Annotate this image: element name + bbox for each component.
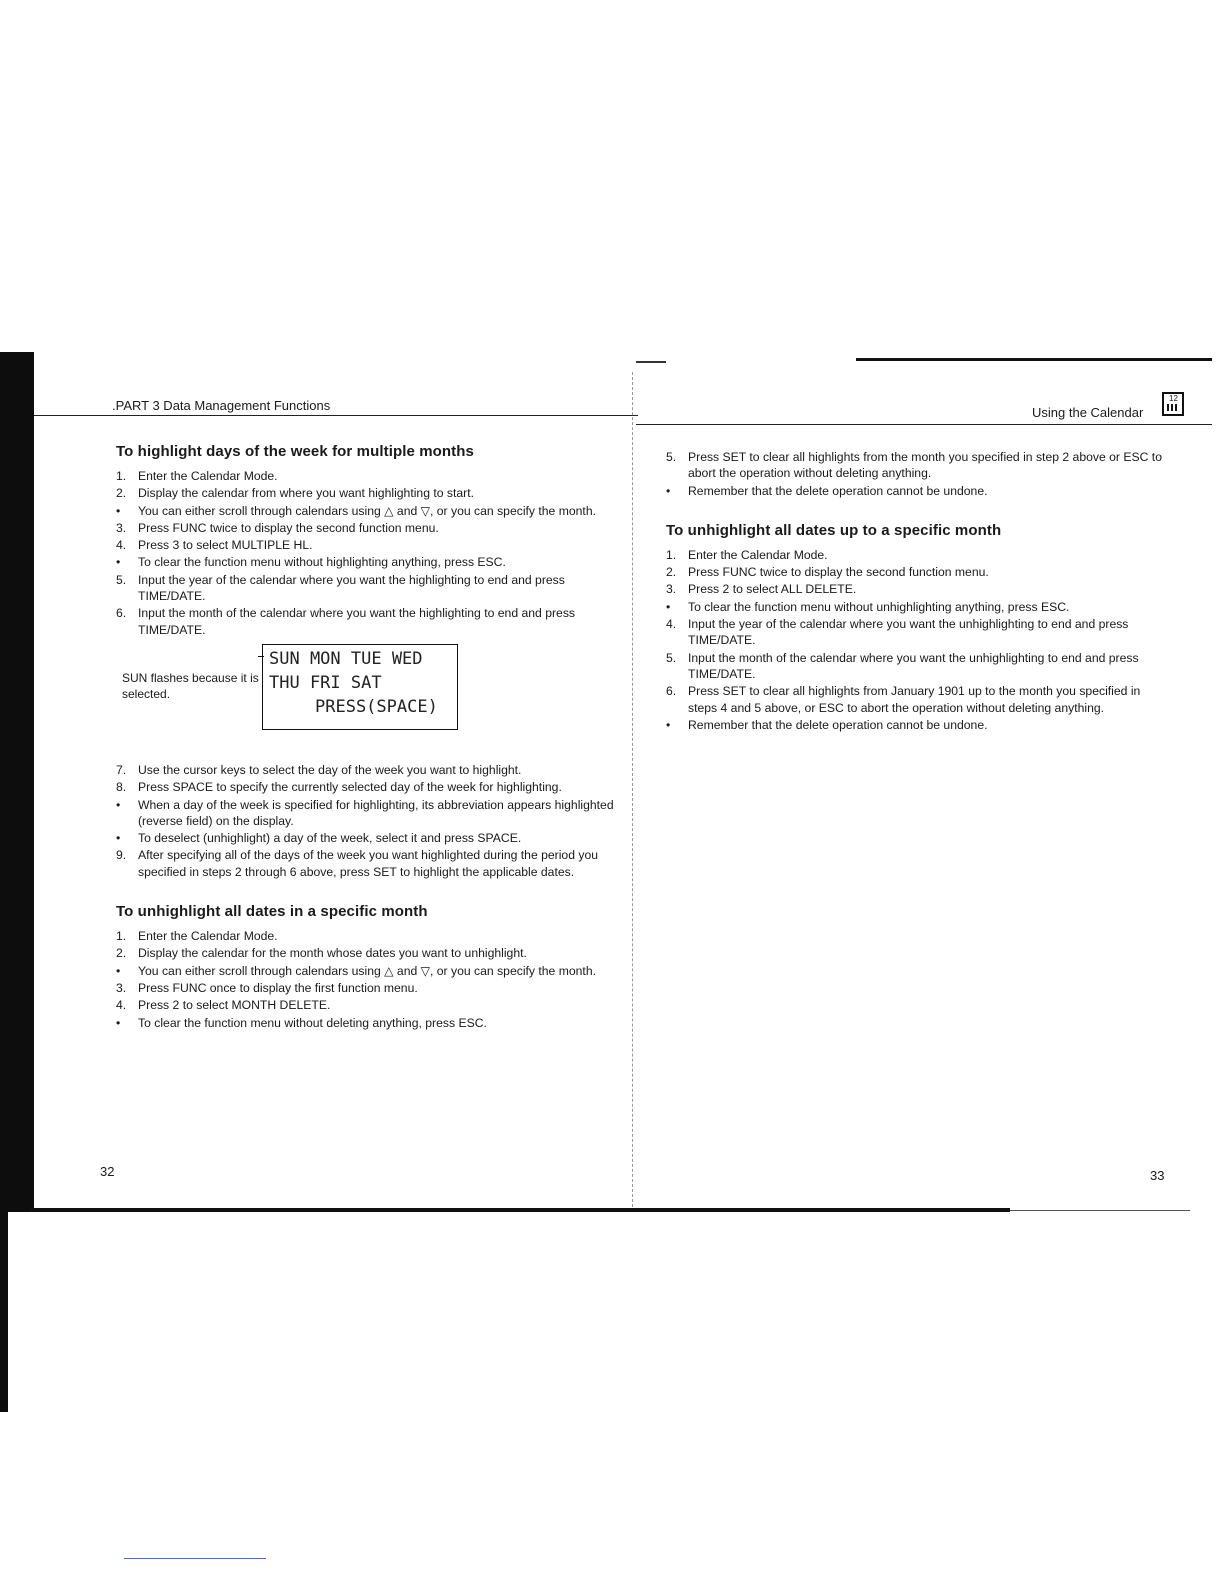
list-item bbox=[666, 581, 1162, 597]
list-text: Input the month of the calendar where you want the unhighlighting to end and press TIME/DATE. bbox=[688, 650, 1139, 681]
list-item bbox=[116, 980, 614, 996]
list-marker: 1. bbox=[666, 547, 677, 562]
list-marker: • bbox=[666, 483, 671, 498]
list-item bbox=[666, 449, 1162, 482]
list-text: Press SET to clear all highlights from the month you specified in step 2 above or ESC to abort the operation without deleting anything. bbox=[688, 450, 1162, 481]
lcd-display bbox=[262, 644, 458, 730]
list-item bbox=[666, 683, 1162, 716]
list-text: Enter the Calendar Mode. bbox=[688, 547, 828, 562]
list-marker: • bbox=[116, 1015, 121, 1030]
page-gutter bbox=[632, 372, 633, 1207]
list-text: Use the cursor keys to select the day of the week you want to highlight. bbox=[138, 762, 522, 777]
list-item bbox=[116, 520, 614, 536]
list-item bbox=[666, 599, 1162, 615]
section-title: To unhighlight all dates up to a specific month bbox=[666, 521, 1002, 539]
bottom-rule bbox=[1010, 1210, 1190, 1211]
list-marker: 3. bbox=[116, 980, 127, 995]
list-text: To clear the function menu without unhighlighting anything, press ESC. bbox=[688, 599, 1070, 614]
list-marker: 4. bbox=[116, 998, 127, 1013]
step-list bbox=[116, 468, 614, 638]
list-marker: 5. bbox=[666, 650, 677, 665]
list-text: To clear the function menu without deleting anything, press ESC. bbox=[138, 1015, 487, 1030]
lcd-caption: SUN flashes because it is selected. bbox=[122, 670, 259, 701]
list-text: Remember that the delete operation cannot be undone. bbox=[688, 483, 988, 498]
list-marker: 2. bbox=[116, 946, 127, 961]
list-marker: 8. bbox=[116, 780, 127, 795]
list-text: Press FUNC once to display the first function menu. bbox=[138, 980, 418, 995]
list-item bbox=[116, 572, 614, 605]
list-text: Display the calendar from where you want highlighting to start. bbox=[138, 486, 475, 501]
list-text: When a day of the week is specified for highlighting, its abbreviation appears highlighted (reverse field) on the display. bbox=[138, 797, 614, 828]
list-marker: • bbox=[666, 599, 671, 614]
section-title: To highlight days of the week for multiple months bbox=[116, 443, 474, 460]
list-marker: • bbox=[116, 503, 121, 518]
list-text: To deselect (unhighlight) a day of the week, select it and press SPACE. bbox=[138, 831, 522, 846]
page-number: 33 bbox=[1150, 1168, 1165, 1183]
lcd-line: THU FRI SAT bbox=[269, 672, 382, 693]
list-text: Press FUNC twice to display the second function menu. bbox=[688, 565, 989, 580]
list-text: Press SET to clear all highlights from January 1901 up to the month you specified in steps 4 and 5 above, or ESC to abort the operation without deleting anything. bbox=[688, 684, 1141, 715]
section-title: To unhighlight all dates in a specific month bbox=[116, 903, 428, 921]
list-text: After specifying all of the days of the week you want highlighted during the period you specified in steps 2 through 6 above, press SET to highlight the applicable dates. bbox=[138, 848, 599, 879]
calendar-icon bbox=[1162, 392, 1184, 416]
scan-edge-bar bbox=[0, 1212, 8, 1412]
list-marker: • bbox=[116, 831, 121, 846]
spacer bbox=[116, 881, 614, 903]
running-head-left: .PART 3 Data Management Functions bbox=[112, 398, 331, 413]
list-item bbox=[116, 963, 614, 979]
list-item bbox=[116, 830, 614, 846]
list-item bbox=[116, 468, 614, 484]
bottom-rule bbox=[30, 1208, 1010, 1212]
list-item bbox=[666, 483, 1162, 499]
list-text: Input the month of the calendar where you want the highlighting to end and press TIME/DATE. bbox=[138, 606, 576, 637]
list-text: You can either scroll through calendars using △ and ▽, or you can specify the month. bbox=[138, 963, 596, 978]
list-marker: 6. bbox=[116, 606, 127, 621]
step-list bbox=[116, 762, 614, 880]
list-text: Remember that the delete operation cannot be undone. bbox=[688, 717, 988, 732]
left-page bbox=[116, 443, 614, 1032]
list-item bbox=[116, 779, 614, 795]
list-marker: 4. bbox=[666, 617, 677, 632]
calendar-icon-label: 12 bbox=[1169, 394, 1178, 403]
list-text: Input the year of the calendar where you want the highlighting to end and press TIME/DATE. bbox=[138, 572, 565, 604]
list-marker: 4. bbox=[116, 538, 127, 553]
list-item bbox=[116, 762, 614, 778]
list-marker: • bbox=[116, 797, 121, 812]
list-text: Display the calendar for the month whose dates you want to unhighlight. bbox=[138, 946, 527, 961]
list-marker: 1. bbox=[116, 469, 127, 483]
list-text: Input the year of the calendar where you want the unhighlighting to end and press TIME/DATE. bbox=[688, 617, 1129, 648]
scan-line bbox=[124, 1558, 266, 1559]
list-item bbox=[116, 945, 614, 961]
running-head-right: Using the Calendar bbox=[1032, 405, 1144, 420]
list-item bbox=[666, 547, 1162, 563]
list-marker: 2. bbox=[116, 486, 127, 501]
list-marker: 6. bbox=[666, 684, 677, 699]
list-item bbox=[116, 928, 614, 944]
header-rule bbox=[34, 415, 638, 416]
list-text: Enter the Calendar Mode. bbox=[138, 469, 278, 483]
list-item bbox=[116, 1015, 614, 1031]
list-item bbox=[666, 717, 1162, 733]
list-marker: • bbox=[116, 963, 121, 978]
step-list bbox=[116, 928, 614, 1031]
lcd-line: SUN MON TUE WED bbox=[269, 648, 423, 669]
list-item bbox=[116, 537, 614, 553]
list-text: Press SPACE to specify the currently selected day of the week for highlighting. bbox=[138, 780, 562, 795]
top-rule bbox=[636, 361, 666, 363]
lcd-line: PRESS(SPACE) bbox=[315, 696, 438, 717]
list-item bbox=[116, 605, 614, 638]
list-item bbox=[116, 485, 614, 501]
list-marker: 7. bbox=[116, 762, 127, 777]
list-item bbox=[116, 997, 614, 1013]
list-item bbox=[116, 503, 614, 519]
spacer bbox=[666, 500, 1162, 522]
list-text: To clear the function menu without highlighting anything, press ESC. bbox=[138, 555, 506, 570]
step-list bbox=[666, 547, 1162, 733]
step-list bbox=[666, 449, 1162, 499]
top-rule bbox=[856, 358, 1212, 361]
list-marker: 5. bbox=[116, 572, 127, 587]
list-text: Press FUNC twice to display the second function menu. bbox=[138, 520, 439, 535]
list-text: Press 2 to select MONTH DELETE. bbox=[138, 998, 331, 1013]
right-page bbox=[666, 449, 1162, 734]
list-text: Enter the Calendar Mode. bbox=[138, 929, 278, 944]
list-marker: 5. bbox=[666, 450, 677, 464]
list-text: You can either scroll through calendars using △ and ▽, or you can specify the month. bbox=[138, 503, 596, 518]
list-text: Press 3 to select MULTIPLE HL. bbox=[138, 538, 313, 553]
list-marker: 3. bbox=[666, 582, 677, 597]
header-rule bbox=[636, 424, 1212, 425]
list-item bbox=[666, 650, 1162, 683]
list-item bbox=[116, 847, 614, 880]
list-marker: 1. bbox=[116, 929, 127, 944]
list-item bbox=[666, 564, 1162, 580]
scan-edge-bar bbox=[0, 352, 34, 1212]
list-item bbox=[116, 797, 614, 830]
lcd-illustration bbox=[116, 644, 614, 748]
page-number: 32 bbox=[100, 1164, 115, 1179]
list-marker: 3. bbox=[116, 520, 127, 535]
list-marker: • bbox=[116, 555, 121, 570]
list-item bbox=[666, 616, 1162, 649]
list-marker: 9. bbox=[116, 848, 127, 863]
list-text: Press 2 to select ALL DELETE. bbox=[688, 582, 857, 597]
list-marker: 2. bbox=[666, 565, 677, 580]
list-marker: • bbox=[666, 717, 671, 732]
list-item bbox=[116, 554, 614, 570]
